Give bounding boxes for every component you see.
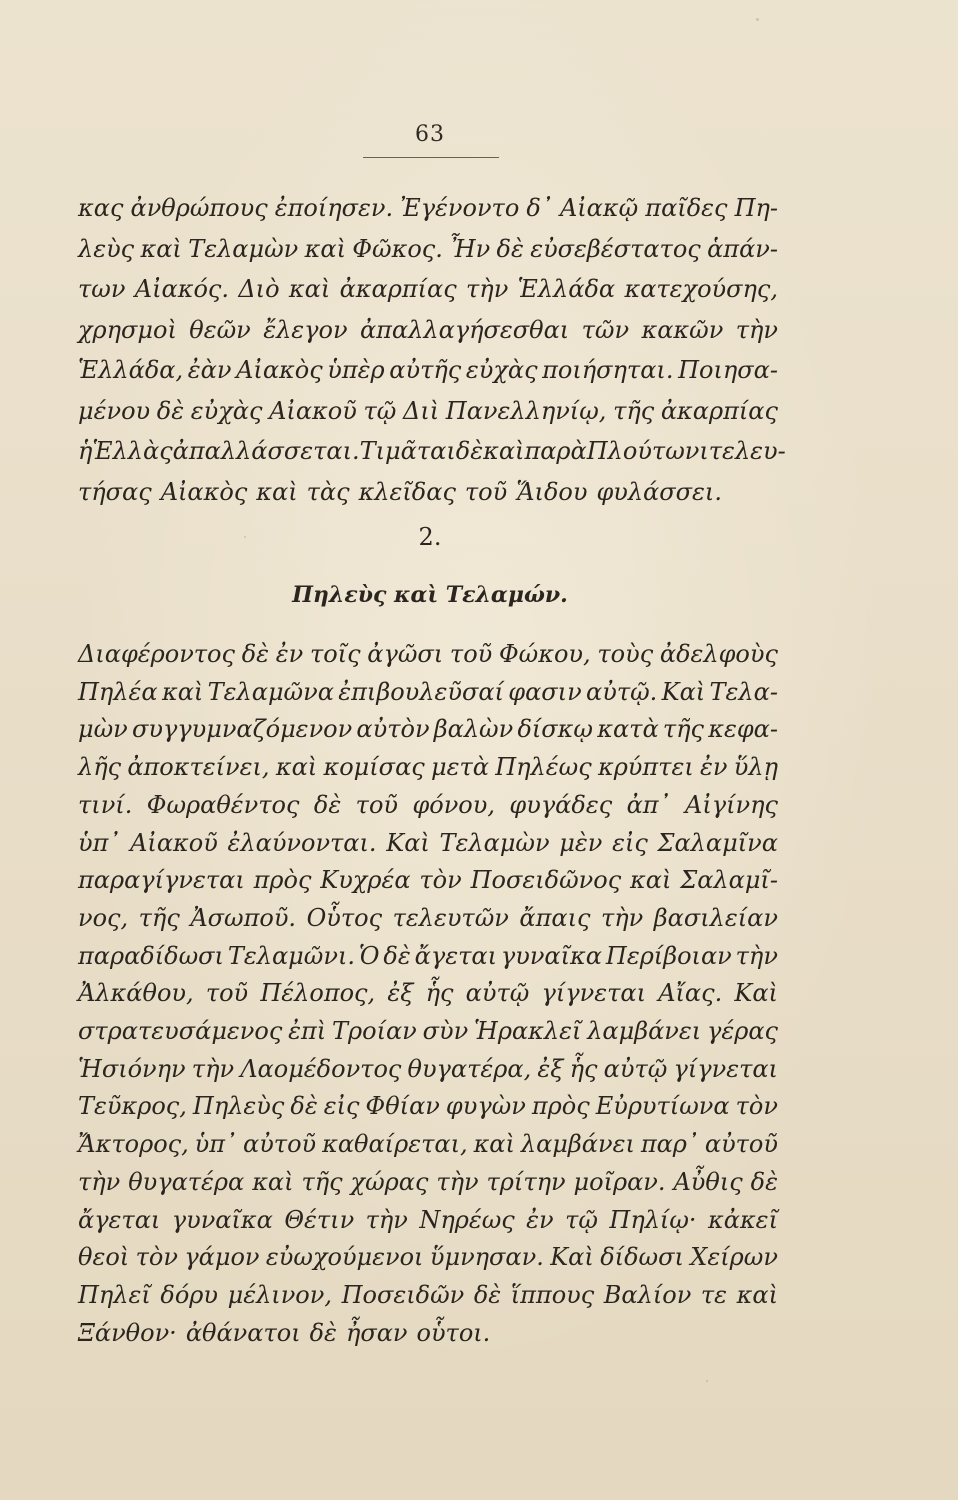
text-line: Πηλέα καὶ Τελαμῶνα ἐπιβουλεῦσαί φασιν αὐτῷ. Καὶ Τελα- — [78, 677, 778, 706]
text-line: ἡ Ἑλλὰς ἀπαλλάσσεται. Τιμᾶται δὲ καὶ παρὰ Πλούτωνι τελευ- — [78, 437, 786, 465]
text-line: Ἀλκάθου, τοῦ Πέλοπος, ἐξ ἧς αὐτῷ γίγνεται Αἴας. Καὶ — [78, 979, 778, 1008]
text-line: τινί. Φωραθέντος δὲ τοῦ φόνου, φυγάδες ἀπ᾽ Αἰγίνης — [78, 790, 778, 819]
text-line: των Αἰακός. Διὸ καὶ ἀκαρπίας τὴν Ἑλλάδα κατεχούσης, — [78, 275, 778, 303]
section-title: Πηλεὺς καὶ Τελαμών. — [292, 582, 568, 608]
text-line: Ἑλλάδα, ἐὰν Αἰακὸς ὑπὲρ αὐτῆς εὐχὰς ποιήσηται. Ποιησα- — [78, 356, 778, 384]
text-line: λεὺς καὶ Τελαμὼν καὶ Φῶκος. Ἦν δὲ εὐσεβέστατος ἁπάν- — [78, 234, 778, 263]
page-number: 63 — [415, 122, 445, 147]
paper-spot — [244, 536, 246, 538]
text-line: ὑπ᾽ Αἰακοῦ ἐλαύνονται. Καὶ Τελαμὼν μὲν εἰς Σαλαμῖνα — [78, 828, 778, 857]
text-line: νος, τῆς Ἀσωποῦ. Οὗτος τελευτῶν ἄπαις τὴν βασιλείαν — [78, 903, 778, 932]
text-line: παραδίδωσι Τελαμῶνι. Ὁ δὲ ἄγεται γυναῖκα Περίβοιαν τὴν — [78, 941, 778, 970]
text-line: Ἡσιόνην τὴν Λαομέδοντος θυγατέρα, ἐξ ἧς αὐτῷ γίγνεται — [78, 1054, 778, 1083]
text-line: λῆς ἀποκτείνει, καὶ κομίσας μετὰ Πηλέως κρύπτει ἐν ὕλῃ — [78, 753, 778, 782]
text-line: τήσας Αἰακὸς καὶ τὰς κλεῖδας τοῦ Ἅιδου φυλάσσει. — [78, 477, 722, 506]
text-line: χρησμοὶ θεῶν ἔλεγον ἀπαλλαγήσεσθαι τῶν κακῶν τὴν — [78, 315, 778, 344]
text-line: ἄγεται γυναῖκα Θέτιν τὴν Νηρέως ἐν τῷ Πηλίῳ· κἀκεῖ — [78, 1205, 778, 1234]
text-line: μὼν συγγυμναζόμενον αὐτὸν βαλὼν δίσκῳ κατὰ τῆς κεφα- — [78, 715, 778, 744]
text-line: θεοὶ τὸν γάμον εὐωχούμενοι ὕμνησαν. Καὶ δίδωσι Χείρων — [78, 1243, 778, 1272]
text-line: κας ἀνθρώπους ἐποίησεν. Ἐγένοντο δ᾽ Αἰακῷ παῖδες Πη- — [78, 194, 778, 222]
section-number: 2. — [418, 523, 442, 551]
paper-spot — [756, 18, 759, 21]
text-line: Ἄκτορος, ὑπ᾽ αὐτοῦ καθαίρεται, καὶ λαμβάνει παρ᾽ αὐτοῦ — [78, 1130, 778, 1159]
text-line: Διαφέροντος δὲ ἐν τοῖς ἀγῶσι τοῦ Φώκου, τοὺς ἀδελφοὺς — [78, 640, 778, 668]
text-line: τὴν θυγατέρα καὶ τῆς χώρας τὴν τρίτην μοῖραν. Αὖθις δὲ — [78, 1167, 778, 1196]
paper-spot — [706, 1380, 708, 1382]
header-rule — [363, 157, 499, 158]
text-line: μένου δὲ εὐχὰς Αἰακοῦ τῷ Διὶ Πανελληνίῳ, τῆς ἀκαρπίας — [78, 396, 778, 425]
text-line: παραγίγνεται πρὸς Κυχρέα τὸν Ποσειδῶνος καὶ Σαλαμῖ- — [78, 866, 778, 895]
text-line: Πηλεῖ δόρυ μέλινον, Ποσειδῶν δὲ ἵππους Βαλίον τε καὶ — [78, 1280, 778, 1309]
text-line: Τεῦκρος, Πηλεὺς δὲ εἰς Φθίαν φυγὼν πρὸς Εὐρυτίωνα τὸν — [78, 1092, 778, 1121]
text-line: Ξάνθον· ἀθάνατοι δὲ ἦσαν οὗτοι. — [78, 1318, 491, 1347]
text-line: στρατευσάμενος ἐπὶ Τροίαν σὺν Ἡρακλεῖ λαμβάνει γέρας — [78, 1017, 778, 1045]
